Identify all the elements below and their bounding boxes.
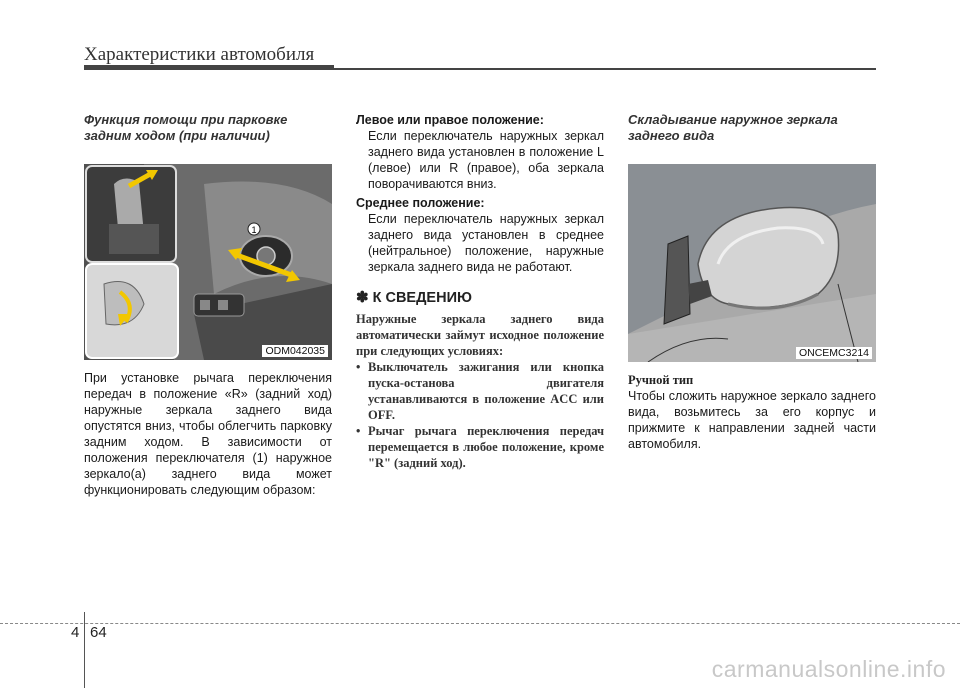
column-folding-mirror bbox=[628, 112, 876, 452]
footer-divider bbox=[84, 612, 85, 688]
illustration-side-mirror bbox=[628, 164, 876, 362]
figure-code: ONCEMC3214 bbox=[796, 347, 872, 359]
watermark: carmanualsonline.info bbox=[711, 656, 946, 682]
list-item: • Рычаг рычага переключения передач перемещается в любое положение, кроме "R" (задний ход). bbox=[356, 424, 604, 470]
label-middle-position: Среднее положение: bbox=[356, 196, 485, 210]
footer-rule bbox=[0, 623, 960, 624]
column-switch-positions bbox=[356, 112, 604, 471]
section-title-folding: Складывание наружное зеркала заднего вида bbox=[628, 112, 838, 143]
figure-folding-mirror bbox=[628, 164, 876, 362]
note-body bbox=[356, 311, 604, 471]
column-parking-assist bbox=[84, 112, 332, 498]
text-left-right-position: Если переключатель наружных зеркал заднего вида установлен в положение L (левое) или R (правое), оба зеркала поворачиваются вниз. bbox=[368, 129, 604, 191]
header-rule bbox=[84, 68, 876, 70]
label-left-right-position: Левое или правое положение: bbox=[356, 113, 544, 127]
section-number: 4 bbox=[71, 624, 80, 641]
note-title: К СВЕДЕНИЮ bbox=[372, 290, 472, 306]
note-list bbox=[356, 359, 604, 471]
figure-code: ODM042035 bbox=[262, 345, 328, 357]
bullet-icon: • bbox=[356, 360, 361, 374]
bullet-icon: • bbox=[356, 424, 361, 438]
note-intro: Наружные зеркала заднего вида автоматически займут исходное положение при следующих условиях: bbox=[356, 312, 604, 358]
subhead-manual-type: Ручной тип bbox=[628, 373, 694, 387]
callout-number: 1 bbox=[251, 225, 257, 235]
parking-assist-paragraph: При установке рычага переключения передач в положение «R» (задний ход) наружные зеркала заднего вида опустятся вниз, чтобы облегчить парковку задним ходом. В зависимости от положения переключателя (1) наружное зеркало(а) заднего вида может функционировать следующим образом: bbox=[84, 371, 332, 497]
page-number: 64 bbox=[90, 624, 107, 641]
note-heading bbox=[356, 289, 604, 307]
figure-mirror-switch bbox=[84, 164, 332, 360]
page-header-title: Характеристики автомобиля bbox=[84, 44, 315, 65]
text-middle-position: Если переключатель наружных зеркал заднего вида установлен в среднее (нейтральное) положение, наружные зеркала заднего вида не работают. bbox=[368, 212, 604, 274]
list-item: • Выключатель зажигания или кнопка пуска-останова двигателя устанавливаются в положение ACC или OFF. bbox=[356, 360, 604, 422]
illustration-door-switch bbox=[84, 164, 332, 360]
folding-paragraph: Чтобы сложить наружное зеркало заднего вида, возьмитесь за его корпус и прижмите к направлении задней части автомобиля. bbox=[628, 389, 876, 451]
note-star-icon: ✽ bbox=[356, 289, 369, 306]
section-title-parking-assist: Функция помощи при парковке задним ходом (при наличии) bbox=[84, 112, 288, 143]
